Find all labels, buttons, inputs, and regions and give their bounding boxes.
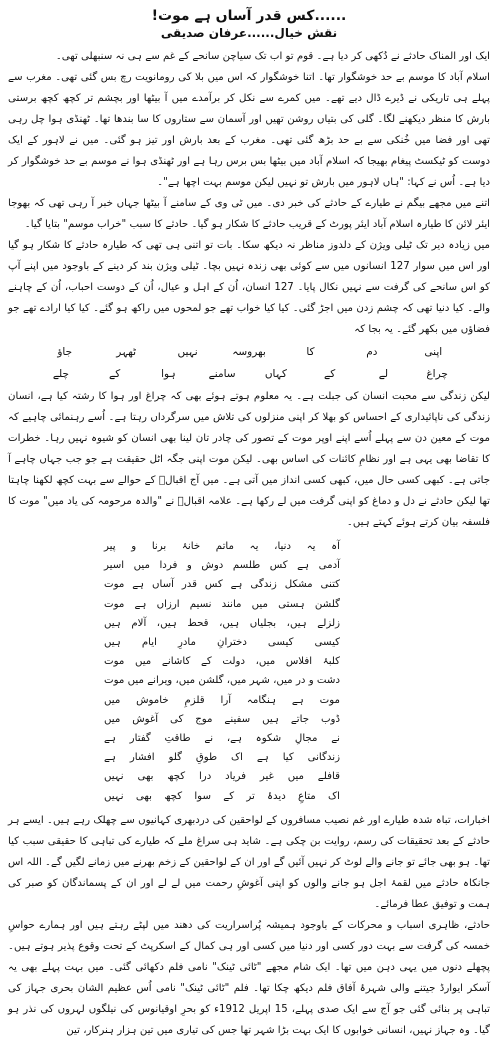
couplet-line-1 [44, 342, 454, 362]
poem-line: زندگانی کیا ہے اک طوقِ گلو افشار ہے [104, 752, 340, 764]
poem-line: گلشن ہستی میں مانند نسیم ارزاں ہے موت [104, 598, 340, 610]
poem-line: کیسی کیسی دخترانِ مادرِ ایام ہیں [104, 637, 340, 649]
couplet-word: بھروسہ [232, 346, 266, 358]
paragraph: لیکن زندگی سے محبت انسان کی جبلت ہے۔ یہ معلوم ہوتے ہوئے بھی کہ چراغ اور ہوا کا رشتہ کیا ہے، انسان زندگی کی ناپائیداری کے احساس کو بھلا کر اپنی منزلوں کی تلاش میں سرگرداں رہتا ہے۔ اُسے رہنمائی چاہیے کہ موت کے معین دن سے پہلے اُسے اپنے اوپر موت کے تصور کی چادر تان لینا بھی انسان کو شیوہ نہیں رہا۔ خطرات کا تقاضا بھی یہی ہے اور نظامِ کائنات کی اساس بھی۔ لیکن موت اپنی جگہ اٹل حقیقت ہے جو جب جہاں چاہے آ جاتی ہے۔ کبھی کسی حال میں، کبھی کسی انداز میں آتی ہے۔ میں آج اقبالؒ کے حوالے سے بہت کچھ لکھنا چاہتا تھا لیکن حادثے نے دل و دماغ کو اپنی گرفت میں لے رکھا ہے۔ علامہ اقبالؒ نے "والدہ مرحومہ کی یاد میں" موت کا فلسفہ بیان کرتے ہوئے کہتے ہیں۔ [8, 391, 490, 528]
poem-line: آہ یہ دنیا، یہ ماتم خانۂ برنا و پیر [104, 541, 340, 552]
couplet-word: چراغ [426, 368, 448, 380]
couplet-word: لے [378, 368, 389, 380]
poem [104, 537, 340, 806]
couplet-word: کا [306, 346, 315, 358]
paragraph: میں زیادہ دیر تک ٹیلی ویژن کے دلدوز مناظر نہ دیکھ سکا۔ بات تو اتنی ہی تھی کہ طیارہ حادثے کا شکار ہو گیا اور اس میں سوار 127 انسانوں میں سے کوئی بھی زندہ نہیں بچا۔ ٹیلی ویژن بند کر دینے کے باوجود میں اپنے آپ کو اس سانحے کی گرفت سے نہیں نکال پایا۔ 127 انسان، اُن کے اہل و عیال، اُن کے دوست احباب، اُن کے چاہنے والے۔ کیا دنیا تھی کہ چشم زدن میں اجڑ گئی۔ کیا کیا خواب تھے جو لمحوں میں راکھ ہو گئے۔ کیا کیا ارادے تھے جو فضاؤں میں بکھر گئے۔ یہ بجا کہ [8, 240, 490, 335]
couplet-line-2 [44, 364, 454, 384]
poem-line: ڈوب جاتے ہیں سفینے موج کی آغوش میں [104, 713, 340, 725]
couplet-word: ہوا [161, 368, 176, 380]
poem-line: زلزلے ہیں، بجلیاں ہیں، قحط ہیں، آلام ہیں [104, 617, 340, 629]
couplet-word: جاؤ [57, 346, 73, 358]
poem-line: اک متاعِ دیدۂ تر کے سوا کچھ بھی نہیں [104, 790, 340, 802]
paragraph: اتنے میں مجھے بیگم نے طیارے کے حادثے کی خبر دی۔ میں ٹی وی کے سامنے آ بیٹھا جہاں خبر آ رہی تھی کہ بھوجا ایئر لائن کا طیارہ اسلام آباد ایئر پورٹ کے قریب حادثے کا شکار ہو گیا۔ حادثے کا سبب "خراب موسم" بتایا گیا۔ [8, 198, 490, 230]
poem-line: قافلے میں غیر فریاد درا کچھ بھی نہیں [104, 771, 340, 783]
poem-line: دشت و در میں، شہر میں، گلشن میں، ویرانے میں موت [104, 675, 340, 687]
couplet-word: کے [324, 368, 336, 380]
article-byline: نقش خیال......عرفان صدیقی [160, 26, 338, 40]
poem-line: آدمی ہے کس طلسم دوش و فردا میں اسیر [104, 560, 340, 572]
couplet-word: کہاں [264, 368, 287, 380]
couplet-word: نہیں [177, 346, 198, 358]
article-title: ......کس قدر آساں ہے موت! [151, 8, 347, 24]
paragraph: حادثے، ظاہری اسباب و محرکات کے باوجود ہمیشہ پُراسراریت کی دھند میں لپٹے رہتے ہیں اور ہمارے حواسِ خمسہ کی گرفت سے بہت دور کسی اور دنیا میں کسی اور ہی کمال کے اسکرپٹ کے تحت وقوع پذیر ہوتے ہیں۔ پچھلے دنوں میں یہی دہن میں تھا۔ ایک شام مجھے "ٹائی ٹینک" نامی فلم دکھائی گئی۔ میں بہت پہلے بھی یہ آسکر ایوارڈ جیتنے والی شہرۂ آفاق فلم دیکھ چکا تھا۔ فلم "ٹائی ٹینک" نامی اُس عظیم الشان بحری جہاز کی تباہی پر بنائی گئی جو آج سے ایک صدی پہلے، 15 اپریل 1912ء کو بحرِ اوقیانوس کی نیلگوں لہروں کی نذر ہو گیا۔ وہ جہاز نہیں، انسانی خوابوں کا ایک بہت بڑا شہر تھا جس کی تیاری میں تین ہزار ہنرکار، تین [8, 919, 490, 1036]
poem-line: کلبۂ افلاس میں، دولت کے کاشانے میں موت [104, 656, 340, 668]
couplet-word: کے [109, 368, 121, 380]
couplet-word: سامنے [208, 368, 236, 380]
poem-line: کتنی مشکل زندگی ہے کس قدر آساں ہے موت [104, 579, 340, 591]
poem-line: موت ہے ہنگامہ آرا قلزمِ خاموش میں [104, 694, 340, 706]
poem-line: نے مجالِ شکوہ ہے، نے طاقتِ گفتار ہے [104, 733, 340, 745]
couplet-word: ٹھہر [116, 346, 136, 358]
couplet-word: اپنی [424, 346, 443, 358]
couplet-word: دم [366, 346, 378, 358]
paragraph: اسلام آباد کا موسم بے حد خوشگوار تھا۔ اتنا خوشگوار کہ اس میں بلا کی رومانویت رچ بس گئی تھی۔ مغرب سے پہلے ہی تاریکی نے ڈیرے ڈال دیے تھے۔ میں کمرے سے نکل کر برآمدے میں آ بیٹھا اور بچشم تر کچھ کچھ برستی بارش کا منظر دیکھنے لگا۔ گلی کی بتیاں روشن تھیں اور آسمان سے ستاروں کا سا بندھا تھا۔ ٹھنڈی ہوا چل رہی تھی اور فضا میں خُنکی سے بے حد بڑھ گئی تھی۔ مغرب کے بعد بارش اور تیز ہو گئی۔ میں نے لاہور کے ایک دوست کو ٹیکسٹ پیغام بھیجا کہ اسلام آباد میں بیٹھا بس برس رہا ہے اور ٹھنڈی ہوا نے موسم بے حد خوشگوار کر دیا ہے۔ اُس نے کہا: "ہاں لاہور میں بارش تو نہیں لیکن موسم بہت اچھا ہے"۔ [8, 72, 490, 188]
paragraph: ایک اور المناک حادثے نے دُکھی کر دیا ہے۔ قوم تو اب تک سیاچن سانحے کے غم سے ہی نہ سنبھلی تھی۔ [55, 51, 490, 62]
couplet [8, 342, 490, 384]
couplet-word: چلے [52, 368, 69, 380]
paragraph: اخبارات، تباہ شدہ طیارے اور غم نصیب مسافروں کے لواحقین کی دردبھری کہانیوں سے چھلک رہے ہیں۔ ایسے ہر حادثے کے بعد تحقیقات کی رسم، روایت بن چکی ہے۔ شاید ہی سراغ ملے کہ طیارے کی تباہی کا حقیقی سبب کیا تھا۔ ہو بھی جائے تو جانے والے لوٹ کر نہیں آئیں گے اور ان کے لواحقین کے زخم بھرنے میں زمانے لگیں گے۔ اللہ اس جانکاہ حادثے میں لقمۂ اجل ہو جانے والوں کو اپنی آغوشِ رحمت میں لے لے اور ان کے پسماندگان کو صبر کی ہمت و توفیق عطا فرمائے۔ [8, 814, 490, 910]
